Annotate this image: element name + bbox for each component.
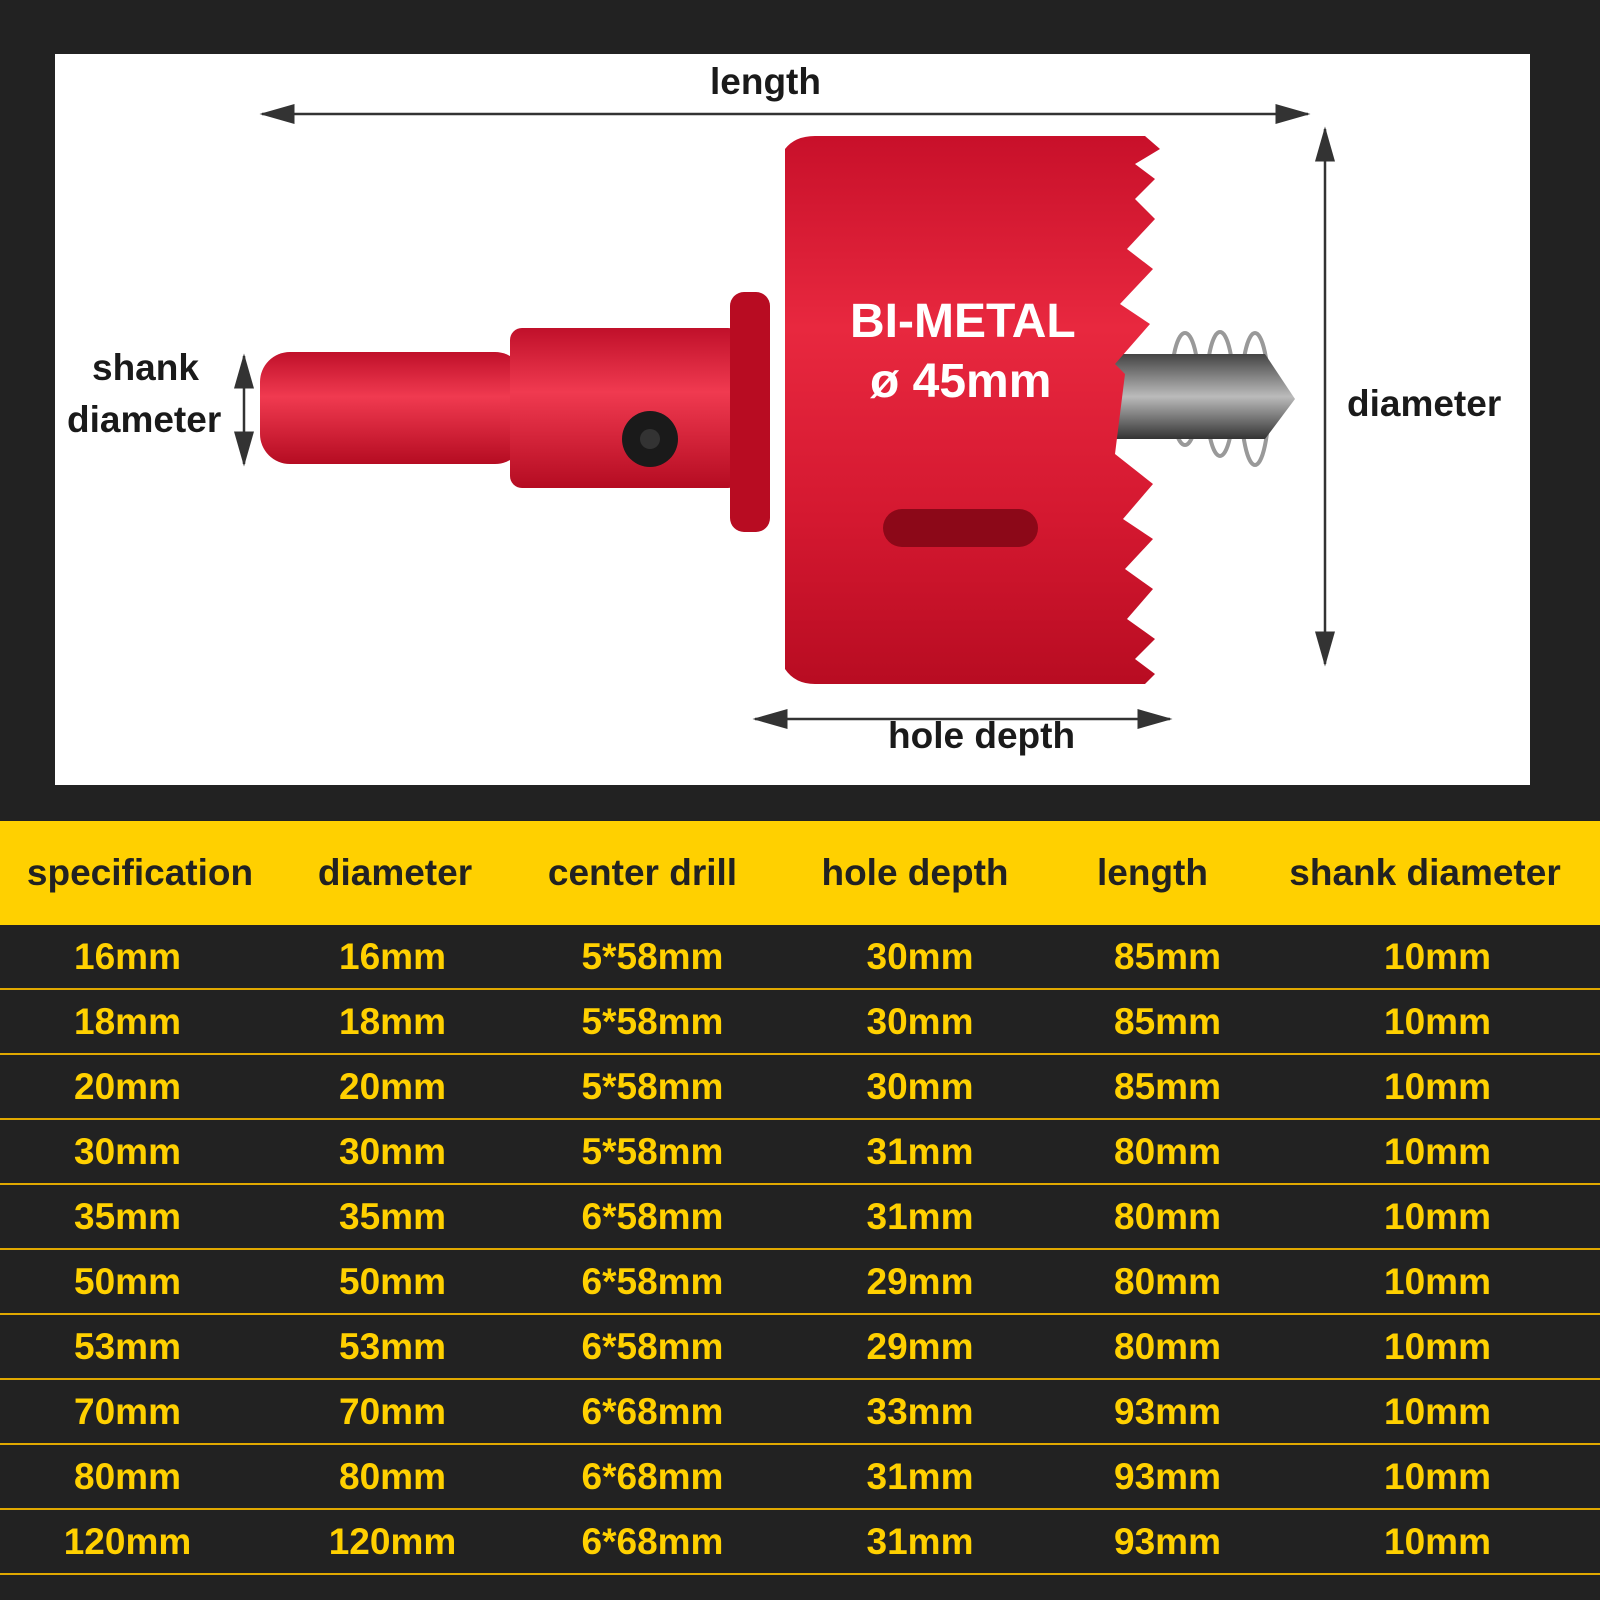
table-cell: 80mm: [1114, 1326, 1221, 1367]
table-cell: 6*58mm: [581, 1196, 724, 1237]
table-cell: 20mm: [339, 1066, 446, 1107]
table-cell: 30mm: [866, 1001, 974, 1042]
table-cell: 30mm: [74, 1131, 181, 1172]
table-cell: 16mm: [339, 936, 446, 977]
shank: [260, 352, 525, 464]
table-cell: 85mm: [1114, 1001, 1221, 1042]
header-center-drill: center drill: [547, 852, 738, 893]
chip-slot: [883, 509, 1038, 547]
table-cell: 18mm: [74, 1001, 181, 1042]
table-cell: 29mm: [866, 1326, 974, 1367]
table-row: [0, 1510, 1600, 1575]
shank-diameter-label-line2: diameter: [67, 399, 222, 440]
table-cell: 93mm: [1114, 1521, 1221, 1562]
header-length: length: [1097, 852, 1208, 893]
table-cell: 30mm: [866, 936, 974, 977]
table-cell: 50mm: [339, 1261, 446, 1302]
table-cell: 6*68mm: [581, 1456, 724, 1497]
table-cell: 31mm: [866, 1131, 974, 1172]
header-specification: specification: [26, 852, 254, 893]
table-row: [0, 1315, 1600, 1380]
table-cell: 10mm: [1384, 1196, 1491, 1237]
table-row: [0, 1055, 1600, 1120]
header-diameter: diameter: [317, 852, 473, 893]
table-cell: 10mm: [1384, 1456, 1491, 1497]
table-cell: 93mm: [1114, 1391, 1221, 1432]
table-cell: 85mm: [1114, 936, 1221, 977]
table-cell: 6*68mm: [581, 1391, 724, 1432]
table-cell: 20mm: [74, 1066, 181, 1107]
table-row: [0, 1445, 1600, 1510]
table-cell: 30mm: [866, 1066, 974, 1107]
marking-line1: BI-METAL: [850, 295, 1076, 348]
shank-diameter-label-line1: shank: [92, 347, 199, 388]
product-diagram: [55, 54, 1530, 785]
table-cell: 33mm: [866, 1391, 974, 1432]
table-cell: 80mm: [1114, 1131, 1221, 1172]
header-shank-diameter: shank diameter: [1289, 852, 1561, 893]
marking-line2: ø 45mm: [870, 355, 1052, 408]
table-cell: 31mm: [866, 1196, 974, 1237]
table-cell: 31mm: [866, 1521, 974, 1562]
arbor-collar: [510, 328, 740, 488]
saw-cup: [785, 136, 1160, 684]
diameter-label: diameter: [1347, 383, 1502, 424]
table-cell: 10mm: [1384, 1261, 1491, 1302]
table-cell: 29mm: [866, 1261, 974, 1302]
header-hole-depth: hole depth: [821, 852, 1009, 893]
table-cell: 6*58mm: [581, 1326, 724, 1367]
table-cell: 80mm: [1114, 1196, 1221, 1237]
hole-depth-label: hole depth: [888, 715, 1076, 756]
table-cell: 5*58mm: [581, 1131, 724, 1172]
table-cell: 50mm: [74, 1261, 181, 1302]
length-label: length: [710, 61, 821, 102]
table-cell: 5*58mm: [581, 936, 724, 977]
table-cell: 53mm: [74, 1326, 181, 1367]
table-row: [0, 1185, 1600, 1250]
table-row: [0, 1250, 1600, 1315]
table-cell: 31mm: [866, 1456, 974, 1497]
table-cell: 70mm: [74, 1391, 181, 1432]
table-row: [0, 925, 1600, 990]
table-cell: 30mm: [339, 1131, 446, 1172]
table-row: [0, 1380, 1600, 1445]
spec-table-header: [0, 821, 1600, 925]
table-cell: 80mm: [339, 1456, 446, 1497]
table-cell: 5*58mm: [581, 1066, 724, 1107]
table-cell: 10mm: [1384, 1001, 1491, 1042]
table-row: [0, 1120, 1600, 1185]
table-cell: 16mm: [74, 936, 181, 977]
table-cell: 18mm: [339, 1001, 446, 1042]
table-cell: 10mm: [1384, 1521, 1491, 1562]
table-cell: 85mm: [1114, 1066, 1221, 1107]
table-cell: 35mm: [339, 1196, 446, 1237]
table-cell: 10mm: [1384, 1326, 1491, 1367]
table-cell: 10mm: [1384, 1391, 1491, 1432]
table-cell: 5*58mm: [581, 1001, 724, 1042]
table-cell: 70mm: [339, 1391, 446, 1432]
table-cell: 10mm: [1384, 1066, 1491, 1107]
table-cell: 35mm: [74, 1196, 181, 1237]
table-cell: 93mm: [1114, 1456, 1221, 1497]
hole-saw-illustration: [55, 54, 1530, 785]
table-cell: 6*68mm: [581, 1521, 724, 1562]
table-cell: 10mm: [1384, 1131, 1491, 1172]
table-cell: 80mm: [1114, 1261, 1221, 1302]
table-cell: 120mm: [328, 1521, 457, 1562]
table-cell: 53mm: [339, 1326, 446, 1367]
table-row: [0, 990, 1600, 1055]
table-cell: 6*58mm: [581, 1261, 724, 1302]
spec-table-body: [0, 925, 1600, 1575]
table-cell: 120mm: [63, 1521, 192, 1562]
table-cell: 80mm: [74, 1456, 181, 1497]
center-drill: [1115, 354, 1295, 439]
table-cell: 10mm: [1384, 936, 1491, 977]
